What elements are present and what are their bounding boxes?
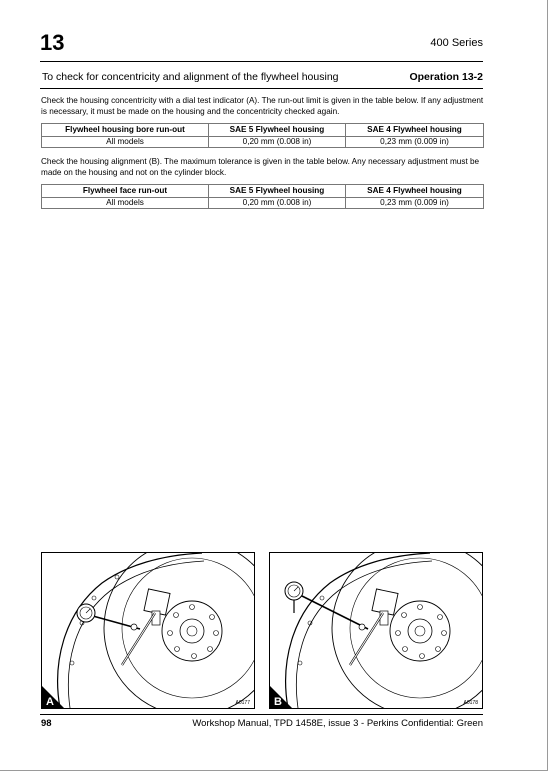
face-runout-table: [41, 184, 484, 209]
series-label: 400 Series: [430, 37, 483, 49]
table-cell: All models: [42, 137, 209, 148]
alignment-paragraph: Check the housing alignment (B). The maximum tolerance is given in the table below. Any necessary adjustment must be made on the housing and not on the cylinder block.: [41, 157, 480, 177]
table-header-row: [42, 124, 484, 137]
table-cell: 0,23 mm (0.009 in): [346, 137, 484, 148]
figure-code-b: A0178: [463, 700, 478, 706]
header-rule: [40, 61, 483, 62]
table-cell: All models: [42, 198, 209, 209]
svg-text:B: B: [274, 696, 282, 708]
table-header-row: [42, 185, 484, 198]
table-header-cell: SAE 4 Flywheel housing: [346, 185, 484, 198]
table-cell: 0,20 mm (0.008 in): [209, 198, 346, 209]
bore-runout-table: [41, 123, 484, 148]
table-cell: 0,23 mm (0.009 in): [346, 198, 484, 209]
svg-text:A: A: [46, 696, 54, 708]
section-title: To check for concentricity and alignment of the flywheel housing: [42, 71, 339, 83]
table-header-cell: SAE 4 Flywheel housing: [346, 124, 484, 137]
section-rule: [40, 88, 483, 89]
table-header-cell: SAE 5 Flywheel housing: [209, 185, 346, 198]
table-header-cell: SAE 5 Flywheel housing: [209, 124, 346, 137]
figure-label-b: [270, 686, 292, 708]
operation-number: Operation 13-2: [409, 71, 483, 83]
figure-code-a: A0177: [235, 700, 250, 706]
flywheel-housing-dial-illustration-a: [42, 553, 254, 708]
table-row: [42, 137, 484, 148]
footer-text: Workshop Manual, TPD 1458E, issue 3 - Perkins Confidential: Green: [192, 718, 483, 729]
table-row: [42, 198, 484, 209]
figure-a: [41, 552, 255, 709]
chapter-number: 13: [40, 30, 65, 55]
concentricity-paragraph: Check the housing concentricity with a dial test indicator (A). The run-out limit is given in the table below. If any adjustment is necessary, it must be made on the housing and the concentricity checked again.: [41, 96, 484, 116]
flywheel-housing-dial-illustration-b: [270, 553, 482, 708]
footer-rule: [40, 714, 483, 715]
table-header-cell: Flywheel face run-out: [42, 185, 209, 198]
table-cell: 0,20 mm (0.008 in): [209, 137, 346, 148]
table-header-cell: Flywheel housing bore run-out: [42, 124, 209, 137]
figure-label-a: [42, 686, 64, 708]
figure-b: [269, 552, 483, 709]
page-number: 98: [41, 718, 52, 729]
